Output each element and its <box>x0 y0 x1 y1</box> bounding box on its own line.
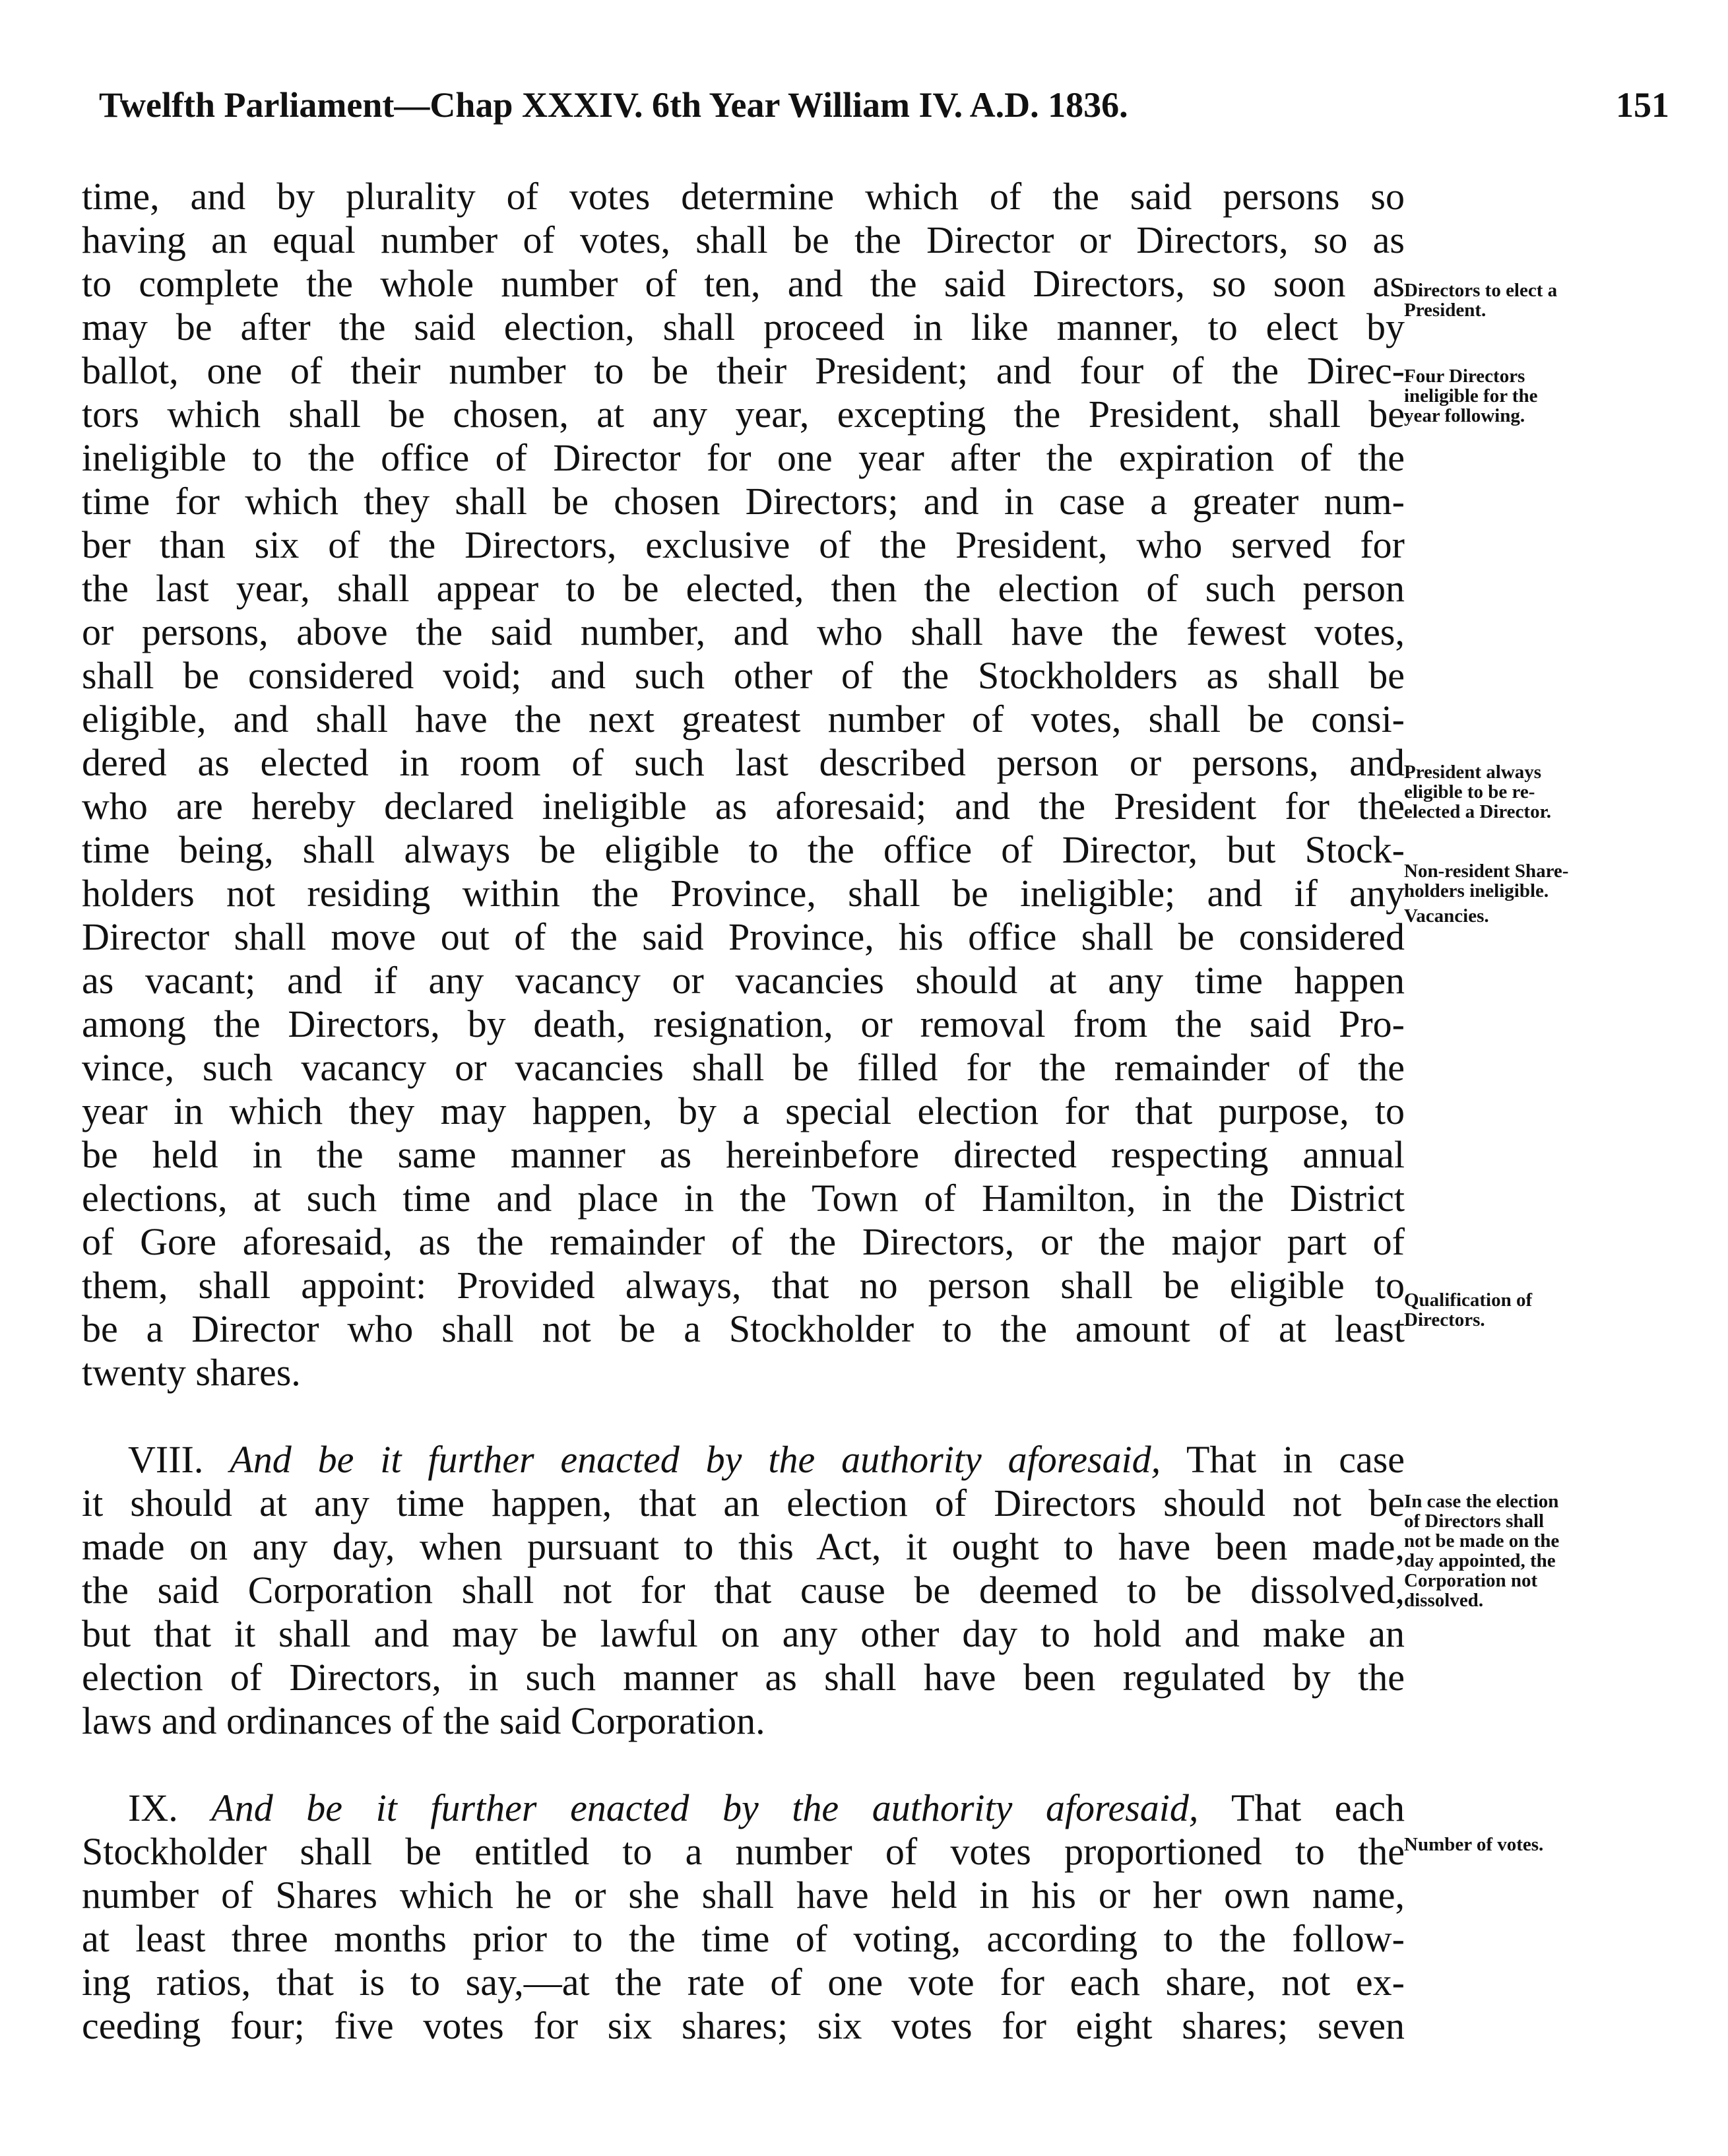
running-head: Twelfth Parliament—Chap XXXIV. 6th Year William IV. A.D. 1836. <box>99 85 1128 125</box>
text-line: among the Directors, by death, resignation, or removal from the said Pro- <box>82 1002 1405 1045</box>
text-line: at least three months prior to the time of voting, according to the follow- <box>82 1917 1405 1960</box>
marginal-note: Number of votes. <box>1404 1834 1544 1855</box>
section-ix <box>82 1786 1405 2048</box>
section-first-line <box>82 1438 1405 1482</box>
marginal-note: Vacancies. <box>1404 905 1489 927</box>
marginal-notes <box>1404 175 1694 2089</box>
section-viii <box>82 1438 1405 1743</box>
text-line: elections, at such time and place in the Town of Hamilton, in the District <box>82 1177 1405 1220</box>
text-line: laws and ordinances of the said Corporation. <box>82 1699 765 1742</box>
text-line: it should at any time happen, that an election of Directors should not be <box>82 1482 1405 1524</box>
first-line-rest: That in case <box>1186 1438 1405 1481</box>
section-first-line <box>82 1786 1405 1830</box>
text-line: to complete the whole number of ten, and the said Directors, so soon as <box>82 262 1405 305</box>
text-line: or persons, above the said number, and who shall have the fewest votes, <box>82 610 1405 653</box>
body-text <box>82 175 1405 2048</box>
page-number: 151 <box>1616 85 1669 125</box>
marginal-note: Four Directors ineligible for the year following. <box>1404 366 1538 426</box>
text-line: the last year, shall appear to be elected, then the election of such person <box>82 567 1405 610</box>
marginal-note: President always eligible to be re- elected a Director. <box>1404 762 1552 822</box>
text-line: made on any day, when pursuant to this Act, it ought to have been made, <box>82 1525 1405 1568</box>
text-line: of Gore aforesaid, as the remainder of the Directors, or the major part of <box>82 1220 1405 1263</box>
text-line: be a Director who shall not be a Stockholder to the amount of at least <box>82 1307 1405 1350</box>
text-line: time for which they shall be chosen Directors; and in case a greater num- <box>82 480 1405 523</box>
text-line: twenty shares. <box>82 1351 301 1394</box>
section-number: IX. <box>128 1786 178 1829</box>
text-line: but that it shall and may be lawful on any other day to hold and make an <box>82 1612 1405 1655</box>
text-line: may be after the said election, shall proceed in like manner, to elect by <box>82 306 1405 348</box>
section-number: VIII. <box>128 1438 204 1481</box>
page-header <box>99 84 1669 144</box>
text-line: ing ratios, that is to say,—at the rate of one vote for each share, not ex- <box>82 1961 1405 2004</box>
text-line: time being, shall always be eligible to the office of Director, but Stock- <box>82 828 1405 871</box>
text-line: ballot, one of their number to be their President; and four of the Direc- <box>82 349 1405 392</box>
marginal-note: Non-resident Share- holders ineligible. <box>1404 861 1569 901</box>
text-line: them, shall appoint: Provided always, that no person shall be eligible to <box>82 1264 1405 1307</box>
text-line: time, and by plurality of votes determine which of the said persons so <box>82 175 1405 218</box>
text-line: eligible, and shall have the next greatest number of votes, shall be consi- <box>82 698 1405 740</box>
marginal-note: In case the election of Directors shall not be made on the day appointed, the Corporation not dissolved. <box>1404 1491 1560 1611</box>
text-line: holders not residing within the Province, shall be ineligible; and if any <box>82 872 1405 915</box>
text-line: election of Directors, in such manner as shall have been regulated by the <box>82 1656 1405 1699</box>
paragraph-continued <box>82 175 1405 1394</box>
text-line: ber than six of the Directors, exclusive of the President, who served for <box>82 523 1405 566</box>
marginal-note: Directors to elect a President. <box>1404 280 1558 321</box>
text-line: Stockholder shall be entitled to a number of votes proportioned to the <box>82 1830 1405 1873</box>
text-line: ceeding four; five votes for six shares; six votes for eight shares; seven <box>82 2004 1405 2047</box>
text-line: the said Corporation shall not for that cause be deemed to be dissolved, <box>82 1569 1405 1612</box>
text-line: tors which shall be chosen, at any year, excepting the President, shall be <box>82 393 1405 436</box>
enacting-clause: And be it further enacted by the authority aforesaid, <box>211 1786 1199 1829</box>
marginal-note: Qualification of Directors. <box>1404 1290 1533 1330</box>
text-line: vince, such vacancy or vacancies shall be filled for the remainder of the <box>82 1046 1405 1089</box>
text-line: shall be considered void; and such other of the Stockholders as shall be <box>82 654 1405 697</box>
enacting-clause: And be it further enacted by the authority aforesaid, <box>230 1438 1161 1481</box>
text-line: be held in the same manner as hereinbefore directed respecting annual <box>82 1133 1405 1176</box>
text-line: Director shall move out of the said Province, his office shall be considered <box>82 915 1405 958</box>
text-line: having an equal number of votes, shall be the Director or Directors, so as <box>82 218 1405 261</box>
text-line: year in which they may happen, by a special election for that purpose, to <box>82 1090 1405 1132</box>
text-line: as vacant; and if any vacancy or vacancies should at any time happen <box>82 959 1405 1002</box>
text-line: dered as elected in room of such last described person or persons, and <box>82 741 1405 784</box>
text-line: number of Shares which he or she shall have held in his or her own name, <box>82 1874 1405 1916</box>
text-line: who are hereby declared ineligible as aforesaid; and the President for the <box>82 785 1405 828</box>
first-line-rest: That each <box>1231 1786 1405 1829</box>
text-line: ineligible to the office of Director for one year after the expiration of the <box>82 436 1405 479</box>
